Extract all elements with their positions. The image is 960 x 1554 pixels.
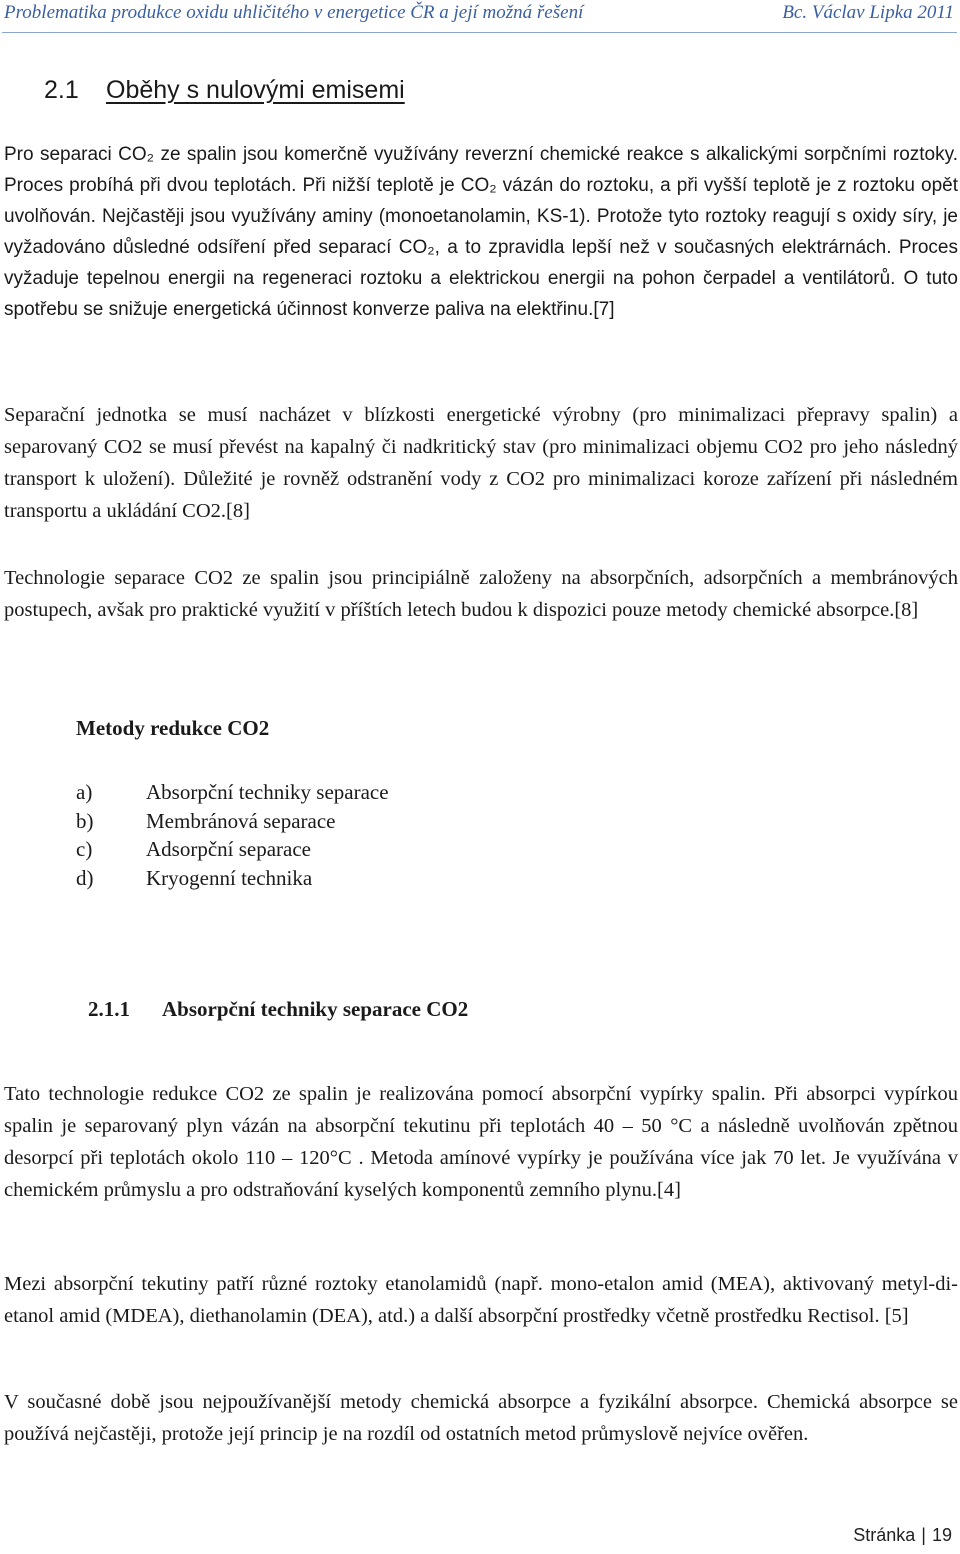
methods-title: Metody redukce CO2	[76, 716, 270, 740]
subsection-title: Absorpční techniky separace CO2	[162, 997, 469, 1021]
list-marker: c)	[76, 837, 93, 861]
header-divider	[2, 32, 957, 33]
list-marker: b)	[76, 808, 94, 833]
subsection-heading	[88, 997, 468, 1022]
paragraph-absorption: Tato technologie redukce CO2 ze spalin je realizována pomocí absorpční vypírky spalin. Při absorpci vypírkou spalin je separovaný plyn vázán na absorpční tekutinu při teplotách 40 – 50 °C a následně uvolňován zpětnou desorpcí při teplotách okolo 110 – 120°C . Metoda amínové vypírky je používána více jak 70 let. Je využívána v chemickém průmyslu a pro odstraňování kyselých komponentů zemního plynu.[4]	[4, 1083, 958, 1201]
section-number: 2.1	[44, 76, 79, 104]
list-marker: d)	[76, 865, 94, 890]
footer-label: Stránka	[853, 1525, 916, 1545]
methods-list	[76, 778, 389, 892]
list-text: Adsorpční separace	[146, 837, 312, 861]
section-title: Oběhy s nulovými emisemi	[106, 76, 405, 104]
page-footer	[853, 1525, 952, 1546]
list-text: Absorpční techniky separace	[146, 780, 389, 804]
paragraph-separation: Pro separaci CO₂ ze spalin jsou komerčně využívány reverzní chemické reakce s alkalickými sorpčními roztoky. Proces probíhá při dvou teplotách. Při nižší teplotě je CO₂ vázán do roztoku, a při vyšší teplotě je z roztoku opět uvolňován. Nejčastěji jsou využívány aminy (monoetanolamin, KS-1). Protože tyto roztoky reagují s oxidy síry, je vyžadováno důsledné odsíření před separací CO₂, a to zpravidla lepší než v současných elektrárnách. Proces vyžaduje tepelnou energii na regeneraci roztoku a elektrickou energii na pohon čerpadel a ventilátorů. O tuto spotřebu se snižuje energetická účinnost konverze paliva na elektřinu.[7]	[4, 144, 958, 320]
paragraph-technologies: Technologie separace CO2 ze spalin jsou principiálně založeny na absorpčních, adsorpčních a membránových postupech, avšak pro praktické využití v příštích letech budou k dispozici pouze metody chemické absorpce.[8]	[4, 567, 958, 621]
footer-separator: |	[921, 1525, 926, 1545]
list-item	[76, 807, 389, 836]
paragraph-separation-unit: Separační jednotka se musí nacházet v blízkosti energetické výrobny (pro minimalizaci přepravy spalin) a separovaný CO2 se musí převést na kapalný či nadkritický stav (pro minimalizaci objemu CO2 pro jeho následný transport k uložení). Důležité je rovněž odstranění vody z CO2 pro minimalizaci koroze zařízení při následném transportu a ukládání CO2.[8]	[4, 404, 958, 522]
running-header	[4, 2, 954, 24]
header-title: Problematika produkce oxidu uhličitého v energetice ČR a její možná řešení	[4, 2, 584, 23]
list-item	[76, 835, 389, 864]
list-item	[76, 864, 389, 893]
subsection-number: 2.1.1	[88, 997, 130, 1021]
list-text: Kryogenní technika	[146, 865, 313, 890]
page-number: 19	[931, 1525, 952, 1545]
section-heading	[44, 76, 405, 105]
paragraph-current-methods: V současné době jsou nejpoužívanější metody chemická absorpce a fyzikální absorpce. Chemická absorpce se používá nejčastěji, protože její princip je na rozdíl od ostatních metod průmyslově nejvíce ověřen.	[4, 1391, 958, 1445]
header-author: Bc. Václav Lipka 2011	[782, 2, 954, 23]
list-marker: a)	[76, 780, 93, 804]
paragraph-absorption-fluids: Mezi absorpční tekutiny patří různé roztoky etanolamidů (např. mono-etalon amid (MEA), aktivovaný metyl-di-etanol amid (MDEA), diethanolamin (DEA), atd.) a další absorpční prostředky včetně prostředku Rectisol. [5]	[4, 1273, 958, 1327]
list-text: Membránová separace	[146, 808, 336, 833]
list-item	[76, 778, 389, 807]
